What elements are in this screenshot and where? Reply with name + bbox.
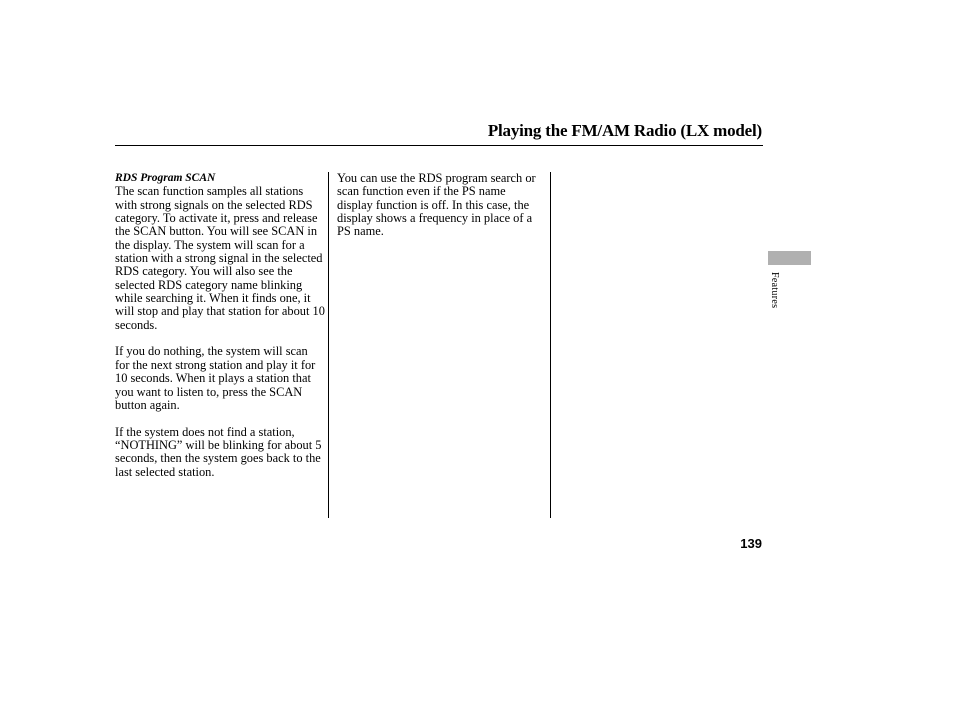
section-tab-label: Features <box>769 272 780 309</box>
section-heading: RDS Program SCAN <box>115 172 216 184</box>
text-column-left <box>115 172 325 479</box>
page-number: 139 <box>740 536 762 551</box>
title-rule <box>115 145 763 146</box>
paragraph-4: You can use the RDS program search or scan function even if the PS name display function is off. In this case, the display shows a frequency in place of a PS name. <box>337 171 536 239</box>
column-divider-left <box>328 172 329 518</box>
section-tab-marker <box>768 251 811 265</box>
page-title: Playing the FM/AM Radio (LX model) <box>487 121 762 140</box>
text-column-middle <box>337 172 542 239</box>
paragraph-1: The scan function samples all stations with strong signals on the selected RDS category. To activate it, press and release the SCAN button. You will see SCAN in the display. The system will scan for a station with a strong signal in the selected RDS category. You will also see the selected RDS category name blinking while searching it. When it finds one, it will stop and play that station for about 10 seconds. <box>115 184 325 332</box>
column-divider-right <box>550 172 551 518</box>
paragraph-2: If you do nothing, the system will scan for the next strong station and play it for 10 seconds. When it plays a station that you want to listen to, press the SCAN button again. <box>115 344 316 412</box>
paragraph-3: If the system does not find a station, “NOTHING” will be blinking for about 5 seconds, then the system goes back to the last selected station. <box>115 424 322 479</box>
